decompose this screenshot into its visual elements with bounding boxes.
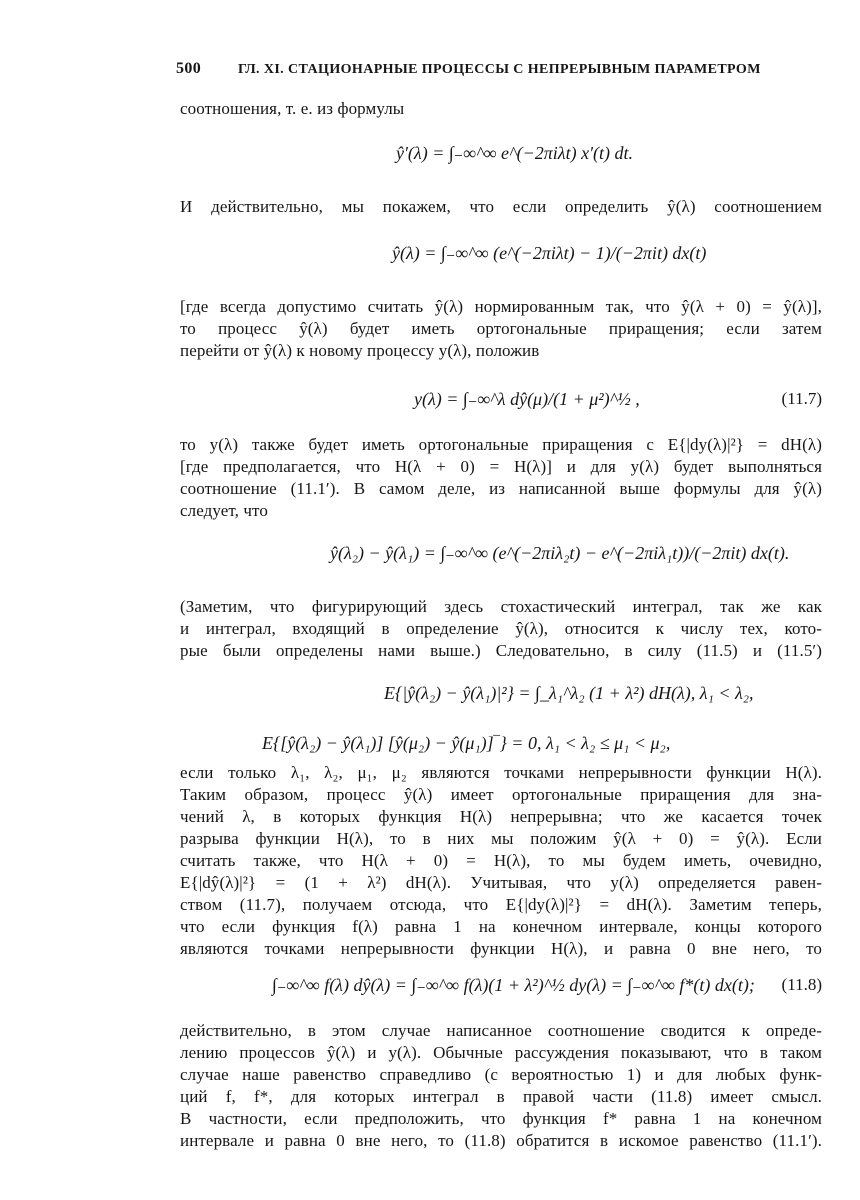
text-line: ций f, f*, для которых интеграл в правой части (11.8) имеет смысл. — [180, 1087, 822, 1106]
text-line: интервале и равна 0 вне него, то (11.8) обратится в искомое равенство (11.1′). — [180, 1131, 822, 1150]
text-line: Таким образом, процесс ŷ(λ) имеет ортогональные приращения для зна- — [180, 785, 822, 804]
formula-increment: ŷ(λ₂) − ŷ(λ₁) = ∫₋∞^∞ (e^(−2πiλ₂t) − e^(−2πiλ₁t))/(−2πit) dx(t). — [330, 543, 790, 563]
running-header — [176, 60, 826, 84]
equation-number-11-8: (11.8) — [781, 975, 822, 994]
page-number: 500 — [176, 60, 202, 77]
formula-fourier-derivative: ŷ′(λ) = ∫₋∞^∞ e^(−2πiλt) x′(t) dt. — [396, 143, 633, 163]
text-line: считать также, что H(λ + 0) = H(λ), то мы будем иметь, очевидно, — [180, 851, 822, 870]
text-line: соотношения, т. е. из формулы — [180, 99, 405, 118]
formula-orthogonality: E{[ŷ(λ₂) − ŷ(λ₁)] [ŷ(μ₂) − ŷ(μ₁)]‾} = 0, λ₁ < λ₂ ≤ μ₁ < μ₂, — [262, 733, 671, 753]
chapter-title: ГЛ. XI. СТАЦИОНАРНЫЕ ПРОЦЕССЫ С НЕПРЕРЫВНЫМ ПАРАМЕТРОМ — [238, 62, 761, 77]
formula-y-hat-definition: ŷ(λ) = ∫₋∞^∞ (e^(−2πiλt) − 1)/(−2πit) dx(t) — [392, 243, 707, 263]
text-line: и интеграл, входящий в определение ŷ(λ), относится к числу тех, кото- — [180, 619, 822, 638]
formula-11-8: ∫₋∞^∞ f(λ) dŷ(λ) = ∫₋∞^∞ f(λ)(1 + λ²)^½ dy(λ) = ∫₋∞^∞ f*(t) dx(t); — [272, 975, 755, 995]
text-line: если только λ₁, λ₂, μ₁, μ₂ являются точками непрерывности функции H(λ). — [180, 763, 822, 782]
text-line: соотношение (11.1′). В самом деле, из написанной выше формулы для ŷ(λ) — [180, 479, 822, 498]
text-line: (Заметим, что фигурирующий здесь стохастический интеграл, так же как — [180, 597, 822, 616]
text-line: действительно, в этом случае написанное соотношение сводится к опреде- — [180, 1021, 822, 1040]
text-line: являются точками непрерывности функции H(λ), и равна 0 вне него, то — [180, 939, 822, 958]
text-line: следует, что — [180, 501, 268, 520]
text-line: перейти от ŷ(λ) к новому процессу y(λ), положив — [180, 341, 540, 360]
text-line: чений λ, в которых функция H(λ) непрерывна; что же касается точек — [180, 807, 822, 826]
text-line: разрыва функции H(λ), то в них мы положим ŷ(λ + 0) = ŷ(λ). Если — [180, 829, 822, 848]
text-line: случае наше равенство справедливо (с вероятностью 1) и для любых функ- — [180, 1065, 822, 1084]
text-line: [где всегда допустимо считать ŷ(λ) нормированным так, что ŷ(λ + 0) = ŷ(λ)], — [180, 297, 822, 316]
text-line: то процесс ŷ(λ) будет иметь ортогональные приращения; если затем — [180, 319, 822, 338]
text-line: [где предполагается, что H(λ + 0) = H(λ)] и для y(λ) будет выполняться — [180, 457, 822, 476]
text-line: ством (11.7), получаем отсюда, что E{|dy(λ)|²} = dH(λ). Заметим теперь, — [180, 895, 822, 914]
text-line: В частности, если предположить, что функция f* равна 1 на конечном — [180, 1109, 822, 1128]
text-line: лению процессов ŷ(λ) и y(λ). Обычные рассуждения показывают, что в таком — [180, 1043, 822, 1062]
text-line: что если функция f(λ) равна 1 на конечном интервале, концы которого — [180, 917, 822, 936]
equation-number-11-7: (11.7) — [781, 389, 822, 408]
formula-11-7: y(λ) = ∫₋∞^λ dŷ(μ)/(1 + μ²)^½ , — [414, 389, 640, 409]
text-line: E{|dŷ(λ)|²} = (1 + λ²) dH(λ). Учитывая, что y(λ) определяется равен- — [180, 873, 822, 892]
text-line: то y(λ) также будет иметь ортогональные приращения с E{|dy(λ)|²} = dH(λ) — [180, 435, 822, 454]
formula-variance: E{|ŷ(λ₂) − ŷ(λ₁)|²} = ∫_λ₁^λ₂ (1 + λ²) dH(λ), λ₁ < λ₂, — [384, 683, 754, 703]
text-line: И действительно, мы покажем, что если определить ŷ(λ) соотношением — [180, 197, 822, 216]
text-line: рые были определены нами выше.) Следовательно, в силу (11.5) и (11.5′) — [180, 641, 822, 660]
